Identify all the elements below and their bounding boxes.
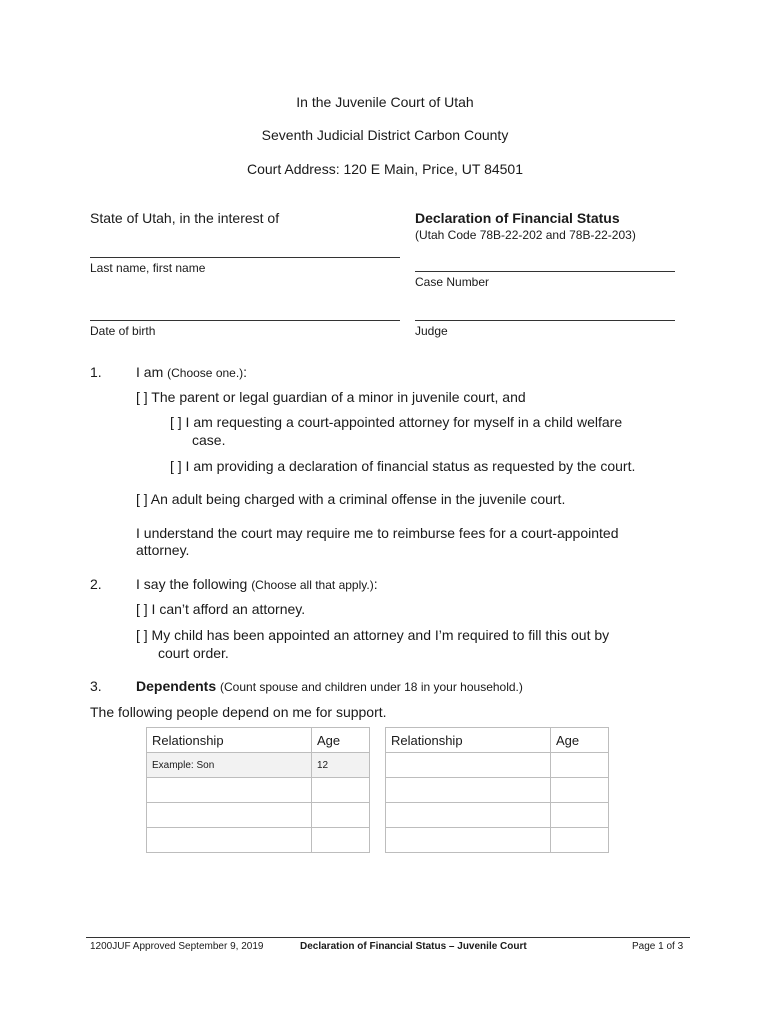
adult-charged-option[interactable]: [ ] An adult being charged with a criminal offense in the juvenile court.: [136, 491, 566, 507]
age-cell[interactable]: [551, 753, 609, 778]
table-header-row: [386, 728, 609, 753]
relationship-cell[interactable]: [386, 753, 551, 778]
statute-reference: (Utah Code 78B-22-202 and 78B-22-203): [415, 228, 636, 242]
section-3-number: 3.: [90, 678, 102, 694]
date-of-birth-label: Date of birth: [90, 324, 156, 338]
request-attorney-option[interactable]: [ ] I am requesting a court-appointed attorney for myself in a child welfare: [170, 414, 623, 430]
name-label: Last name, first name: [90, 261, 206, 275]
court-address: Court Address: 120 E Main, Price, UT 84501: [247, 161, 523, 177]
section-3-heading: [136, 678, 523, 694]
relationship-cell[interactable]: [386, 828, 551, 853]
reimburse-notice: I understand the court may require me to reimburse fees for a court-appointed: [136, 525, 619, 541]
table-row: [386, 778, 609, 803]
district-name: Seventh Judicial District Carbon County: [261, 127, 509, 143]
table-header-row: [147, 728, 370, 753]
cannot-afford-option[interactable]: [ ] I can’t afford an attorney.: [136, 601, 306, 617]
table-row: [386, 803, 609, 828]
dependents-table-right: [385, 727, 609, 853]
table-row: [147, 803, 370, 828]
dependents-title: Dependents: [136, 678, 217, 694]
relationship-cell[interactable]: [386, 803, 551, 828]
document-title: Declaration of Financial Status: [415, 210, 620, 226]
section-1-lead: I am: [136, 364, 164, 380]
table-row: [147, 778, 370, 803]
date-of-birth-field[interactable]: [90, 320, 400, 321]
section-2-colon: :: [373, 576, 378, 592]
judge-label: Judge: [415, 324, 448, 338]
dependents-hint: (Count spouse and children under 18 in your household.): [220, 680, 523, 694]
footer-title: Declaration of Financial Status – Juvenile Court: [300, 941, 527, 952]
financial-declaration-option[interactable]: [ ] I am providing a declaration of financial status as requested by the court.: [170, 458, 636, 474]
section-1-number: 1.: [90, 364, 102, 380]
relationship-header: Relationship: [386, 728, 551, 753]
section-1-colon: :: [243, 364, 248, 380]
relationship-cell[interactable]: [147, 778, 312, 803]
section-2-heading: [136, 576, 378, 592]
example-age: 12: [312, 753, 370, 778]
judge-field[interactable]: [415, 320, 675, 321]
age-cell[interactable]: [312, 828, 370, 853]
table-row: [147, 828, 370, 853]
support-statement: The following people depend on me for support.: [90, 704, 387, 720]
case-number-field[interactable]: [415, 271, 675, 272]
age-cell[interactable]: [551, 803, 609, 828]
interest-of-label: State of Utah, in the interest of: [90, 210, 280, 226]
age-cell[interactable]: [551, 828, 609, 853]
parent-guardian-option[interactable]: [ ] The parent or legal guardian of a minor in juvenile court, and: [136, 389, 526, 405]
age-cell[interactable]: [312, 778, 370, 803]
court-name: In the Juvenile Court of Utah: [296, 94, 474, 110]
section-2-number: 2.: [90, 576, 102, 592]
footer-form-id: 1200JUF Approved September 9, 2019: [90, 941, 264, 952]
relationship-cell[interactable]: [147, 803, 312, 828]
table-row: [386, 753, 609, 778]
dependents-table-left: [146, 727, 370, 853]
footer-page-number: Page 1 of 3: [632, 941, 684, 952]
section-2-hint: (Choose all that apply.): [251, 578, 374, 592]
relationship-header: Relationship: [147, 728, 312, 753]
request-attorney-option-cont: case.: [192, 432, 226, 448]
section-1-hint: (Choose one.): [167, 366, 244, 380]
table-row: [386, 828, 609, 853]
age-cell[interactable]: [312, 803, 370, 828]
example-relationship: Example: Son: [147, 753, 312, 778]
age-cell[interactable]: [551, 778, 609, 803]
case-number-label: Case Number: [415, 275, 490, 289]
section-1-heading: [136, 364, 247, 380]
child-appointed-option[interactable]: [ ] My child has been appointed an attorney and I’m required to fill this out by: [136, 627, 610, 643]
reimburse-notice-cont: attorney.: [136, 542, 190, 558]
age-header: Age: [551, 728, 609, 753]
relationship-cell[interactable]: [147, 828, 312, 853]
age-header: Age: [312, 728, 370, 753]
example-row: [147, 753, 370, 778]
child-appointed-option-cont: court order.: [158, 645, 229, 661]
relationship-cell[interactable]: [386, 778, 551, 803]
footer-divider: [86, 937, 690, 938]
name-field[interactable]: [90, 257, 400, 258]
section-2-lead: I say the following: [136, 576, 248, 592]
